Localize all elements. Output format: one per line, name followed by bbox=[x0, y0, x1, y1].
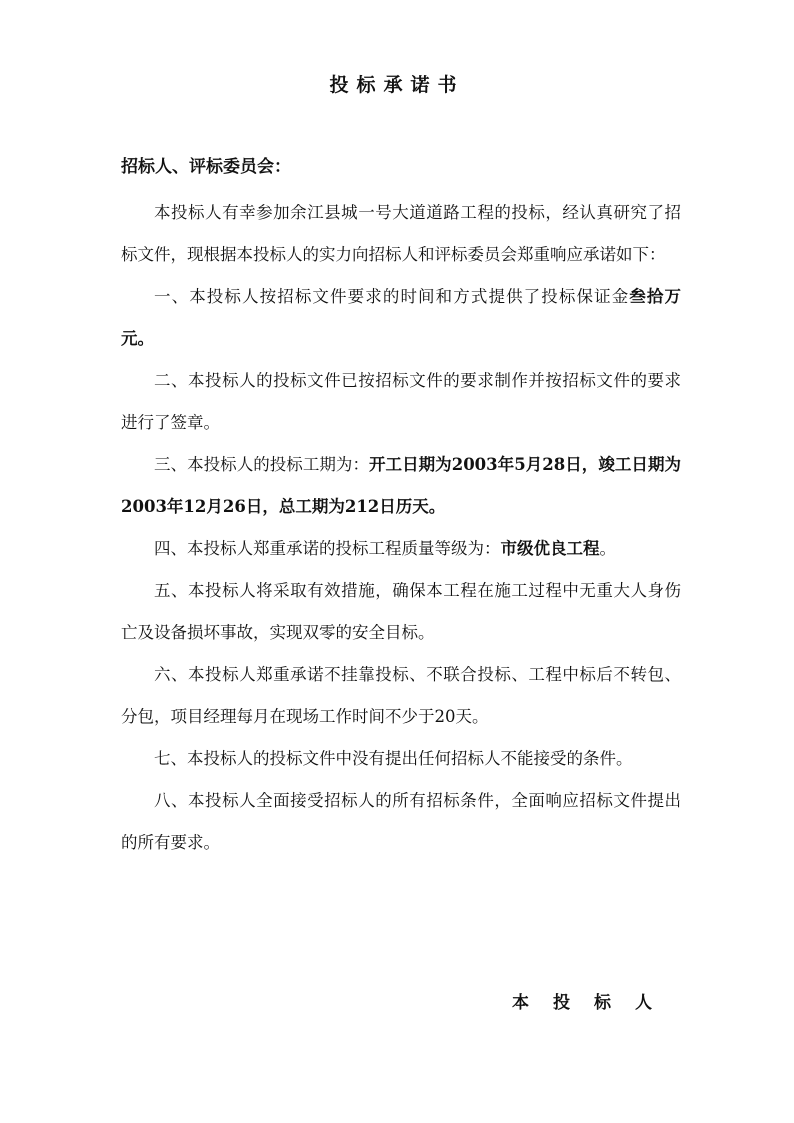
item-4-paragraph bbox=[121, 528, 681, 570]
item-7-paragraph: 七、本投标人的投标文件中没有提出任何招标人不能接受的条件。 bbox=[154, 749, 633, 768]
item-8-paragraph: 八、本投标人全面接受招标人的所有招标条件，全面响应招标文件提出的所有要求。 bbox=[121, 791, 681, 852]
item-1-amount: 叁拾万元。 bbox=[121, 287, 682, 348]
document-title: 投标承诺书 bbox=[329, 74, 465, 96]
addressee: 招标人、评标委员会： bbox=[121, 157, 291, 177]
item-5-paragraph: 五、本投标人将采取有效措施，确保本工程在施工过程中无重大人身伤亡及设备损坏事故，实现双零的安全目标。 bbox=[121, 581, 681, 642]
item-4-grade: 市级优良工程 bbox=[500, 539, 600, 558]
item-2-paragraph: 二、本投标人的投标文件已按招标文件的要求制作并按招标文件的要求进行了签章。 bbox=[121, 371, 681, 432]
item-1-text: 一、本投标人按招标文件要求的时间和方式提供了投标保证金 bbox=[154, 287, 630, 306]
document-body bbox=[121, 192, 681, 864]
item-1-paragraph bbox=[121, 276, 681, 360]
item-6-paragraph: 六、本投标人郑重承诺不挂靠投标、不联合投标、工程中标后不转包、分包，项目经理每月在现场工作时间不少于20天。 bbox=[121, 665, 681, 726]
intro-paragraph: 本投标人有幸参加余江县城一号大道道路工程的投标，经认真研究了招标文件，现根据本投标人的实力向招标人和评标委员会郑重响应承诺如下： bbox=[121, 203, 681, 264]
item-3-dates: 开工日期为2003年5月28日，竣工日期为2003年12月26日，总工期为212日历天。 bbox=[121, 455, 682, 516]
item-4-text: 四、本投标人郑重承诺的投标工程质量等级为： bbox=[154, 539, 501, 558]
item-3-paragraph bbox=[121, 444, 681, 528]
item-3-text: 三、本投标人的投标工期为： bbox=[154, 455, 370, 474]
item-4-end: 。 bbox=[599, 539, 616, 558]
signature: 本投标人 bbox=[512, 993, 676, 1013]
